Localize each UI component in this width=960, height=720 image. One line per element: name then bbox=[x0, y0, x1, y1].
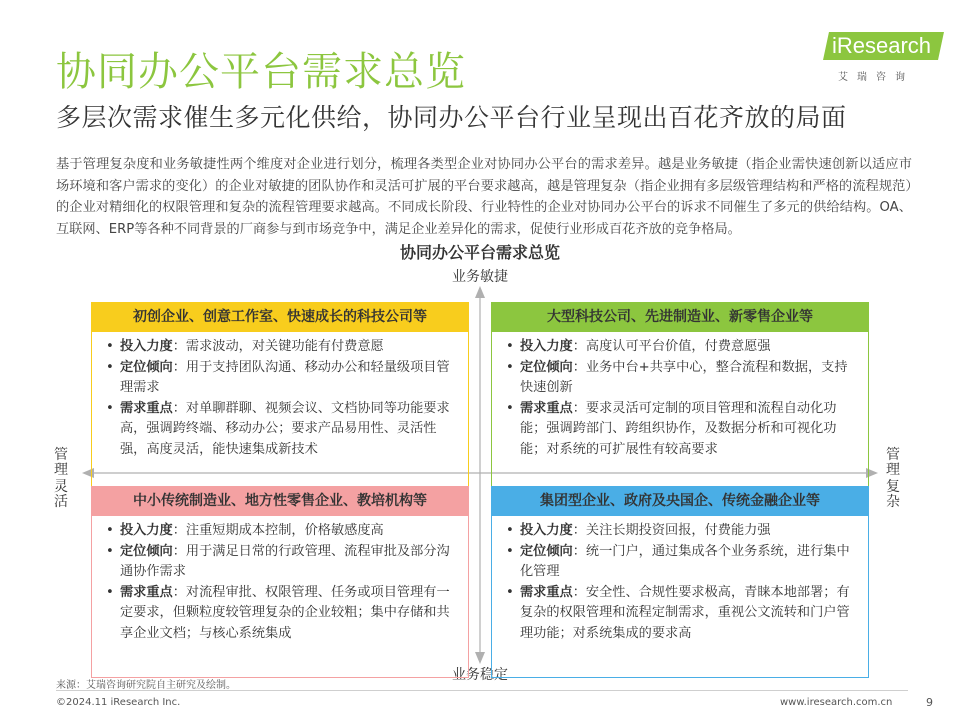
quadrant-header: 大型科技公司、先进制造业、新零售企业等 bbox=[491, 302, 869, 332]
footer-divider bbox=[56, 690, 908, 691]
intro-paragraph bbox=[56, 154, 912, 240]
page-subtitle: 多层次需求催生多元化供给，协同办公平台行业呈现出百花齐放的局面 bbox=[56, 103, 847, 132]
axis-arrow-down bbox=[475, 652, 485, 664]
list-item: • 定位倾向：用于满足日常的行政管理、流程审批及部分沟通协作需求 bbox=[102, 542, 458, 583]
intro-text: 基于管理复杂度和业务敏捷性两个维度对企业进行划分，梳理各类型企业对协同办公平台的需求差异。越是业务敏捷（指企业需快速创新以适应市场环境和客户需求的变化）的企业对敏捷的团队协作和灵活可扩展的平台要求越高，越是管理复杂（指企业拥有多层级管理结构和严格的流程规范）的企业对精细化的权限管理和复杂的流程管理要求越高。不同成长阶段、行业特性的企业对协同办公平台的诉求不同催生了多元的供给结构。OA、互联网、ERP等各种不同背景的厂商参与到市场竞争中，满足企业差异化的需求，促使行业形成百花齐放的竞争格局。 bbox=[56, 157, 912, 237]
list-item: • 定位倾向：统一门户，通过集成各个业务系统，进行集中化管理 bbox=[502, 542, 858, 583]
quadrant-bottom-left bbox=[91, 486, 469, 678]
page-number: 9 bbox=[926, 696, 933, 709]
quadrant-body bbox=[91, 332, 469, 488]
list-item: • 投入力度：高度认可平台价值，付费意愿强 bbox=[502, 337, 858, 358]
copyright: ©2024.11 iResearch Inc. bbox=[56, 697, 181, 708]
axis-label-complex-management: 管理 bbox=[886, 447, 900, 478]
logo-brand: iResearch bbox=[823, 32, 944, 60]
axis-label-flexible: 灵活 bbox=[54, 479, 68, 510]
list-item: • 需求重点：要求灵活可定制的项目管理和流程自动化功能；强调跨部门、跨组织协作，及数据分析和可视化功能；对系统的可扩展性有较高要求 bbox=[502, 399, 858, 461]
axis-label-stable: 业务稳定 bbox=[452, 667, 508, 683]
chart-title: 协同办公平台需求总览 bbox=[399, 243, 560, 262]
list-item: • 定位倾向：用于支持团队沟通、移动办公和轻量级项目管理需求 bbox=[102, 358, 458, 399]
quadrant-header: 集团型企业、政府及央国企、传统金融企业等 bbox=[491, 486, 869, 516]
quadrant-header: 中小传统制造业、地方性零售企业、教培机构等 bbox=[91, 486, 469, 516]
axis-label-agile: 业务敏捷 bbox=[452, 269, 508, 285]
axis-arrow-up bbox=[475, 286, 485, 298]
quadrant-header: 初创企业、创意工作室、快速成长的科技公司等 bbox=[91, 302, 469, 332]
list-item: • 需求重点：对流程审批、权限管理、任务或项目管理有一定要求，但颗粒度较管理复杂的企业较粗；集中存储和共享企业文档；与核心系统集成 bbox=[102, 583, 458, 645]
logo-subtitle: 艾瑞咨询 bbox=[838, 72, 914, 83]
list-item: • 需求重点：对单聊群聊、视频会议、文档协同等功能要求高，强调跨终端、移动办公；要求产品易用性、灵活性强，高度灵活，能快速集成新技术 bbox=[102, 399, 458, 461]
iresearch-logo bbox=[826, 32, 936, 88]
website-link[interactable]: www.iresearch.com.cn bbox=[780, 697, 893, 708]
source-note: 来源：艾瑞咨询研究院自主研究及绘制。 bbox=[56, 680, 236, 691]
list-item: • 定位倾向：业务中台+共享中心，整合流程和数据，支持快速创新 bbox=[502, 358, 858, 399]
list-item: • 需求重点：安全性、合规性要求极高，青睐本地部署；有复杂的权限管理和流程定制需求，重视公文流转和门户管理功能；对系统集成的要求高 bbox=[502, 583, 858, 645]
quadrant-top-right bbox=[491, 302, 869, 488]
quadrant-body bbox=[91, 516, 469, 678]
quadrant-body bbox=[491, 332, 869, 488]
page-title: 协同办公平台需求总览 bbox=[56, 49, 466, 95]
axis-label-flexible-management: 管理 bbox=[54, 447, 68, 478]
quadrant-top-left bbox=[91, 302, 469, 488]
list-item: • 投入力度：关注长期投资回报，付费能力强 bbox=[502, 521, 858, 542]
quadrant-bottom-right bbox=[491, 486, 869, 678]
list-item: • 投入力度：注重短期成本控制，价格敏感度高 bbox=[102, 521, 458, 542]
list-item: • 投入力度：需求波动，对关键功能有付费意愿 bbox=[102, 337, 458, 358]
quadrant-body bbox=[491, 516, 869, 678]
axis-label-complex: 复杂 bbox=[886, 479, 900, 510]
